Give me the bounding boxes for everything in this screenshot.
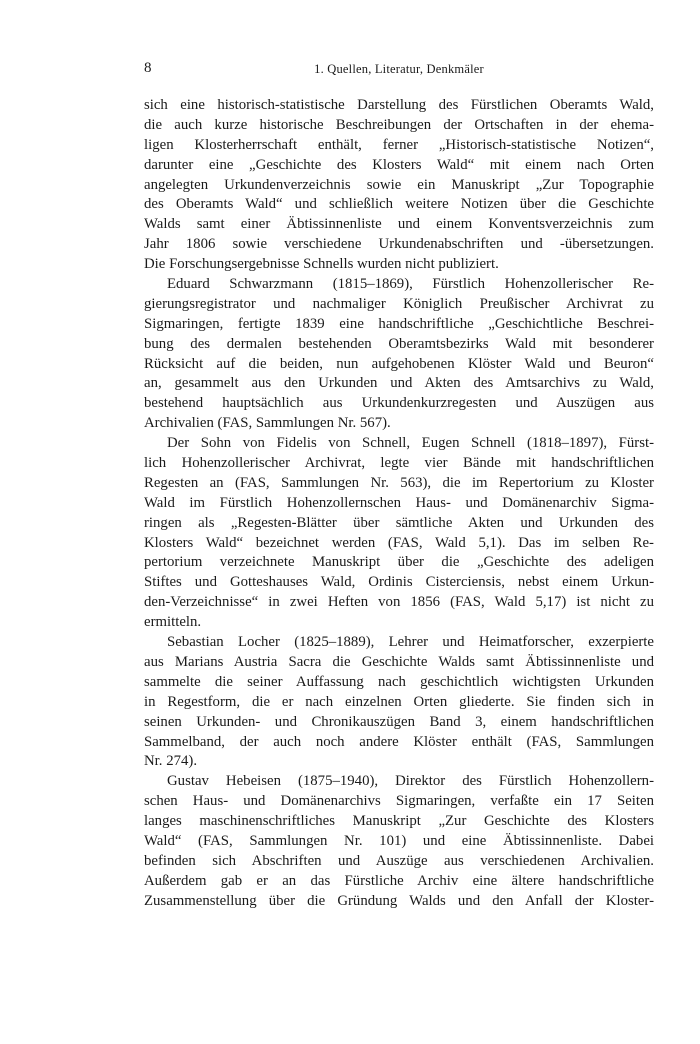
- text-line: ringen als „Regesten-Blätter über sämtliche Akten und Urkunden des: [144, 514, 654, 531]
- text-line: bung des dermalen bestehenden Oberamtsbezirks Wald mit besonderer: [144, 335, 654, 352]
- text-line: Walds samt einer Äbtissinnenliste und einem Konventsverzeichnis zum: [144, 216, 654, 233]
- paragraph: [144, 275, 654, 434]
- text-line: Sigmaringen, fertigte 1839 eine handschriftliche „Geschichtliche Beschrei-: [144, 315, 654, 332]
- text-line: Der Sohn von Fidelis von Schnell, Eugen Schnell (1818–1897), Fürst-: [167, 435, 654, 452]
- page-header: [144, 60, 654, 82]
- text-line: seinen Urkunden- und Chronikauszügen Band 3, einem handschriftlichen: [144, 713, 654, 730]
- text-line: Klosters Wald“ bezeichnet werden (FAS, Wald 5,1). Das im selben Re-: [144, 534, 654, 551]
- text-line: Eduard Schwarzmann (1815–1869), Fürstlich Hohenzollerischer Re-: [167, 276, 654, 293]
- text-line: sammelte die seiner Auffassung nach geschichtlich wichtigsten Urkunden: [144, 673, 654, 690]
- text-line: angelegten Urkundenverzeichnis sowie ein Manuskript „Zur Topographie: [144, 176, 654, 193]
- text-line: Wald“ (FAS, Sammlungen Nr. 101) und eine Äbtissinnenliste. Dabei: [144, 832, 654, 849]
- text-line: an, gesammelt aus den Urkunden und Akten des Amtsarchivs zu Wald,: [144, 375, 654, 392]
- text-line: Wald im Fürstlich Hohenzollernschen Haus- und Domänenarchiv Sigma-: [144, 494, 654, 511]
- paragraph: [144, 434, 654, 633]
- text-line: Die Forschungsergebnisse Schnells wurden nicht publiziert.: [144, 256, 499, 273]
- text-line: Regesten an (FAS, Sammlungen Nr. 563), die im Repertorium zu Kloster: [144, 474, 654, 491]
- text-line: die auch kurze historische Beschreibungen der Ortschaften in der ehema-: [144, 116, 654, 133]
- text-line: schen Haus- und Domänenarchivs Sigmaringen, verfaßte ein 17 Seiten: [144, 793, 654, 810]
- text-line: Zusammenstellung über die Gründung Walds und den Anfall der Kloster-: [144, 892, 654, 909]
- text-line: sich eine historisch-statistische Darstellung des Fürstlichen Oberamts Wald,: [144, 97, 654, 113]
- text-line: in Regestform, die er nach einzelnen Orten gliederte. Sie finden sich in: [144, 693, 654, 710]
- text-line: bestehend hauptsächlich aus Urkundenkurzregesten und Auszügen aus: [144, 395, 654, 412]
- text-line: des Oberamts Wald“ und schließlich weitere Notizen über die Geschichte: [144, 196, 654, 213]
- page-number: 8: [144, 60, 152, 76]
- text-line: Sammelband, der auch noch andere Klöster enthält (FAS, Sammlungen: [144, 733, 654, 750]
- text-line: Nr. 274).: [144, 753, 198, 770]
- text-line: ermitteln.: [144, 614, 202, 631]
- text-line: den-Verzeichnisse“ in zwei Heften von 1856 (FAS, Wald 5,17) ist nicht zu: [144, 594, 654, 611]
- text-line: langes maschinenschriftliches Manuskript „Zur Geschichte des Klosters: [144, 813, 654, 830]
- text-line: befinden sich Abschriften und Auszüge aus verschiedenen Archivalien.: [144, 852, 654, 869]
- running-head: 1. Quellen, Literatur, Denkmäler: [314, 62, 484, 76]
- paragraph: [144, 633, 654, 772]
- text-line: Rücksicht auf die beiden, nun aufgehobenen Klöster Wald und Beuron“: [144, 355, 654, 372]
- body-text: [144, 96, 654, 912]
- text-line: lich Hohenzollerischer Archivrat, legte vier Bände mit handschriftlichen: [144, 455, 654, 472]
- text-line: Sebastian Locher (1825–1889), Lehrer und Heimatforscher, exzerpierte: [167, 634, 654, 651]
- text-line: gierungsregistrator und nachmaliger Königlich Preußischer Archivrat zu: [144, 295, 654, 312]
- paragraph: [144, 772, 654, 911]
- text-line: pertorium verzeichnete Manuskript über die „Geschichte des adeligen: [144, 554, 654, 571]
- text-line: aus Marians Austria Sacra die Geschichte Walds samt Äbtissinnenliste und: [144, 653, 654, 670]
- paragraph: [144, 96, 654, 275]
- text-line: ligen Klosterherrschaft enthält, ferner „Historisch-statistische Notizen“,: [144, 136, 654, 153]
- text-line: Jahr 1806 sowie verschiedene Urkundenabschriften und -übersetzungen.: [144, 236, 654, 253]
- text-line: Stiftes und Gotteshauses Wald, Ordinis Cisterciensis, nebst einem Urkun-: [144, 574, 654, 591]
- text-line: Archivalien (FAS, Sammlungen Nr. 567).: [144, 415, 391, 432]
- text-line: Gustav Hebeisen (1875–1940), Direktor des Fürstlich Hohenzollern-: [167, 773, 654, 790]
- text-line: Außerdem gab er an das Fürstliche Archiv eine ältere handschriftliche: [144, 872, 654, 889]
- text-line: darunter eine „Geschichte des Klosters Wald“ mit einem nach Orten: [144, 156, 654, 173]
